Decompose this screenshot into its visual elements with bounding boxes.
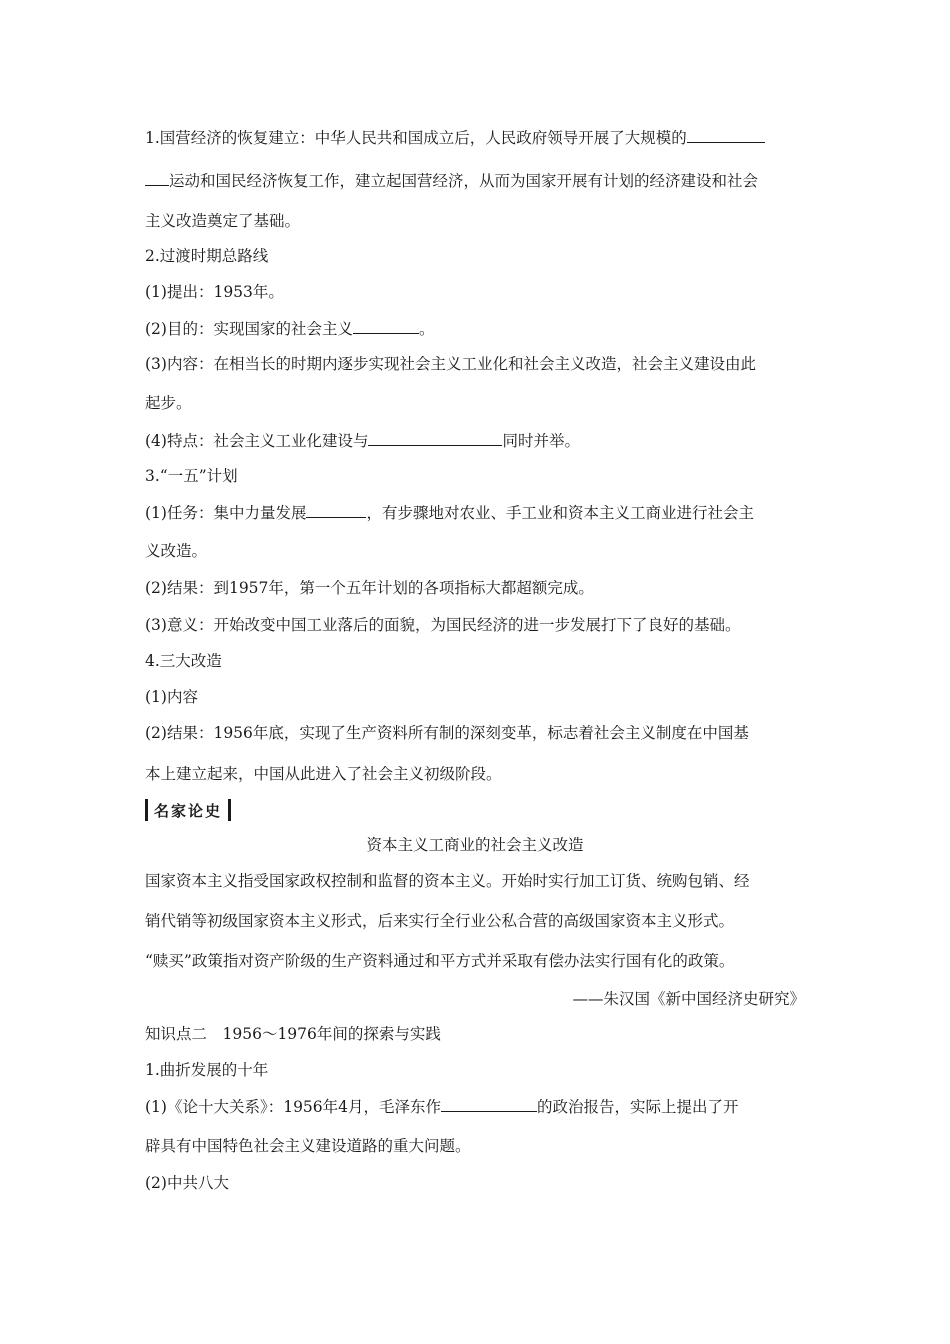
heading-text: 1.曲折发展的十年 [145,1061,269,1079]
text: “赎买”政策指对资产阶级的生产资料通过和平方式并采取有偿办法实行国有化的政策。 [145,952,735,970]
expert-commentary-badge [145,798,231,822]
text: 。 [418,320,435,338]
text: (2)结果：1956年底，实现了生产资料所有制的深刻变革，标志着社会主义制度在中国基 [145,724,749,742]
heading-text: 知识点二 1956～1976年间的探索与实践 [145,1025,441,1043]
text: 辟具有中国特色社会主义建设道路的重大问题。 [145,1137,471,1155]
paragraph-line [145,170,758,192]
paragraph-line [145,502,754,524]
text: 义改造。 [145,542,208,560]
heading-text: 2.过渡时期总路线 [145,247,269,265]
paragraph-line [145,281,284,303]
paragraph-line [145,392,192,414]
text: 主义改造奠定了基础。 [145,212,301,230]
badge-label: 名家论史 [154,801,223,820]
paragraph-line [145,353,756,375]
text: (2)结果：到1957年，第一个五年计划的各项指标大都超额完成。 [145,579,594,597]
text: 运动和国民经济恢复工作，建立起国营经济，从而为国家开展有计划的经济建设和社会 [169,172,759,190]
paragraph-line [145,763,502,785]
text: (3)内容：在相当长的时期内逐步实现社会主义工业化和社会主义改造，社会主义建设由此 [145,355,756,373]
text: 销代销等初级国家资本主义形式，后来实行全行业公私合营的高级国家资本主义形式。 [145,912,735,930]
fill-blank[interactable] [368,431,502,446]
text: (1)提出：1953年。 [145,283,284,301]
fill-blank[interactable] [306,503,366,518]
text: 同时并举。 [502,432,580,450]
fill-blank[interactable] [687,128,765,143]
fill-blank[interactable] [353,319,419,334]
paragraph-line [145,614,740,636]
excerpt-source [145,988,805,1010]
section-heading [145,465,238,487]
text: (1)《论十大关系》：1956年4月，毛泽东作 [145,1098,442,1116]
text: 的政治报告，实际上提出了开 [537,1098,739,1116]
excerpt-title [145,834,805,856]
text: 国家资本主义指受国家政权控制和监督的资本主义。开始时实行加工订货、统购包销、经 [145,872,750,890]
fill-blank[interactable] [441,1097,537,1112]
text: 本上建立起来，中国从此进入了社会主义初级阶段。 [145,765,502,783]
text: (4)特点：社会主义工业化建设与 [145,432,369,450]
heading-text: 3.“一五”计划 [145,467,238,485]
paragraph-line [145,210,300,232]
paragraph-line [145,540,207,562]
paragraph-line [145,686,198,708]
text: (2)中共八大 [145,1174,229,1192]
paragraph-line [145,127,765,149]
text: 起步。 [145,394,192,412]
section-heading [145,650,222,672]
heading-text: 4.三大改造 [145,652,222,670]
text: (1)任务：集中力量发展 [145,504,307,522]
text: (3)意义：开始改变中国工业落后的面貌，为国民经济的进一步发展打下了良好的基础。 [145,616,741,634]
paragraph-line [145,1135,471,1157]
text: (2)目的：实现国家的社会主义 [145,320,353,338]
paragraph-line [145,430,580,452]
knowledge-point-heading [145,1023,441,1045]
badge-bar-right [228,799,231,821]
excerpt-line [145,950,734,972]
section-heading [145,1059,268,1081]
fill-blank[interactable] [145,171,169,186]
paragraph-line [145,722,749,744]
section-heading [145,245,268,267]
paragraph-line [145,1096,739,1118]
excerpt-line [145,870,750,892]
text: ，有步骤地对农业、手工业和资本主义工商业进行社会主 [366,504,754,522]
paragraph-line [145,577,594,599]
paragraph-line [145,1172,229,1194]
paragraph-line [145,318,434,340]
text: 1.国营经济的恢复建立：中华人民共和国成立后，人民政府领导开展了大规模的 [145,129,687,147]
text: (1)内容 [145,688,198,706]
source-text: ——朱汉国《新中国经济史研究》 [572,990,805,1008]
excerpt-line [145,910,734,932]
title-text: 资本主义工商业的社会主义改造 [366,836,584,854]
